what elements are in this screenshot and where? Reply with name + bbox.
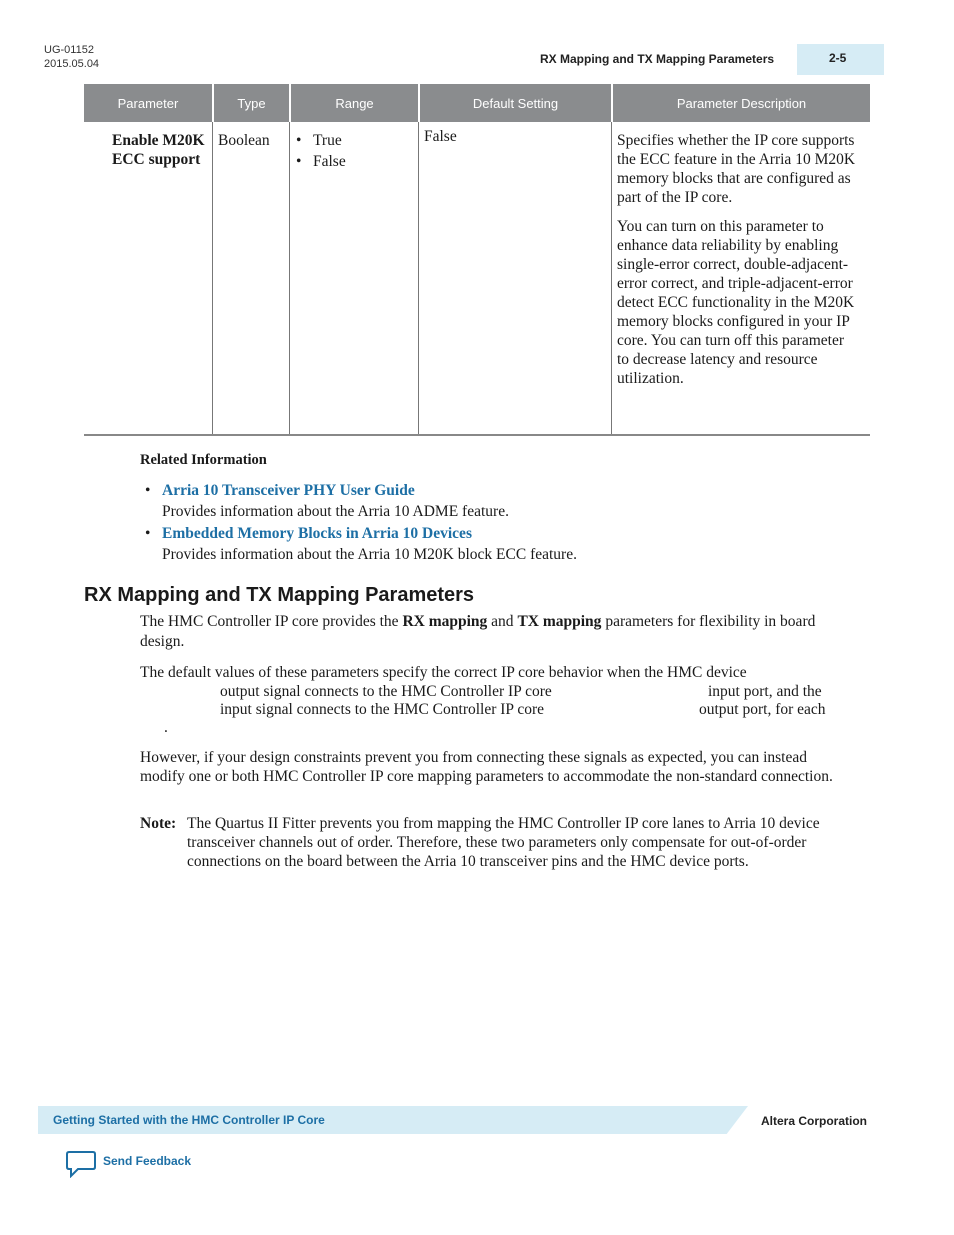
cell-default: False [424,128,457,145]
cell-parameter: Enable M20K ECC support [112,132,205,168]
th-type: Type [237,95,266,111]
doc-id: UG-01152 [44,44,94,56]
note-label: Note: [140,815,177,832]
cell-description [617,131,857,398]
feedback-icon[interactable] [66,1150,96,1178]
th-default: Default Setting [472,95,559,111]
note-text: The Quartus II Fitter prevents you from mapping the HMC Controller IP core lanes to Arria 10 device transceiver channels out of order. Therefore, these two parameters only compensate for out-of-order connections on the board between the Arria 10 transceiver pins and the HMC device ports. [187,815,820,870]
range-option: • True [291,130,416,151]
rx-mapping-term: RX mapping [402,613,488,630]
th-description: Parameter Description [676,95,807,111]
cell-range [291,130,416,172]
th-range: Range [335,95,374,111]
link-embedded-memory-blocks[interactable]: Embedded Memory Blocks in Arria 10 Devices [162,525,472,542]
cell-type: Boolean [218,132,270,149]
tx-mapping-term: TX mapping [517,613,602,630]
doc-date: 2015.05.04 [44,58,100,70]
send-feedback-link[interactable]: Send Feedback [103,1154,192,1168]
footer-company: Altera Corporation [761,1114,868,1128]
header-section-title: RX Mapping and TX Mapping Parameters [540,52,775,66]
description-paragraph: You can turn on this parameter to enhance data reliability by enabling single-error correct, double-adjacent-error correct, and triple-adjacent-error detect ECC functionality in the M20K memory blocks configured in your IP core. You can turn off this parameter to decrease latency and resource utilization. [617,218,855,387]
related-item [140,523,860,565]
table-bottom-rule [84,434,870,436]
doc-id-block [44,43,99,71]
section-paragraph-3: However, if your design constraints prevent you from connecting these signals as expected, you can instead modify one or both HMC Controller IP core mapping parameters to accommodate the non-standard connection. [140,749,833,785]
related-item-desc: Provides information about the Arria 10 ADME feature. [162,503,509,520]
th-parameter: Parameter [117,95,179,111]
range-option: • False [291,151,416,172]
related-item-desc: Provides information about the Arria 10 M20K block ECC feature. [162,546,577,563]
section-title: RX Mapping and TX Mapping Parameters [84,584,475,606]
description-paragraph: Specifies whether the IP core supports the ECC feature in the Arria 10 M20K memory blocks that are configured as part of the IP core. [617,132,856,206]
page-number: 2-5 [829,51,847,65]
related-item [140,480,860,522]
link-transceiver-phy-guide[interactable]: Arria 10 Transceiver PHY User Guide [162,482,415,499]
section-paragraph-1: The HMC Controller IP core provides the RX mapping and TX mapping parameters for flexibility in board design. [140,613,816,650]
footer-doc-title: Getting Started with the HMC Controller IP Core [53,1113,325,1127]
related-info-heading: Related Information [140,452,267,468]
